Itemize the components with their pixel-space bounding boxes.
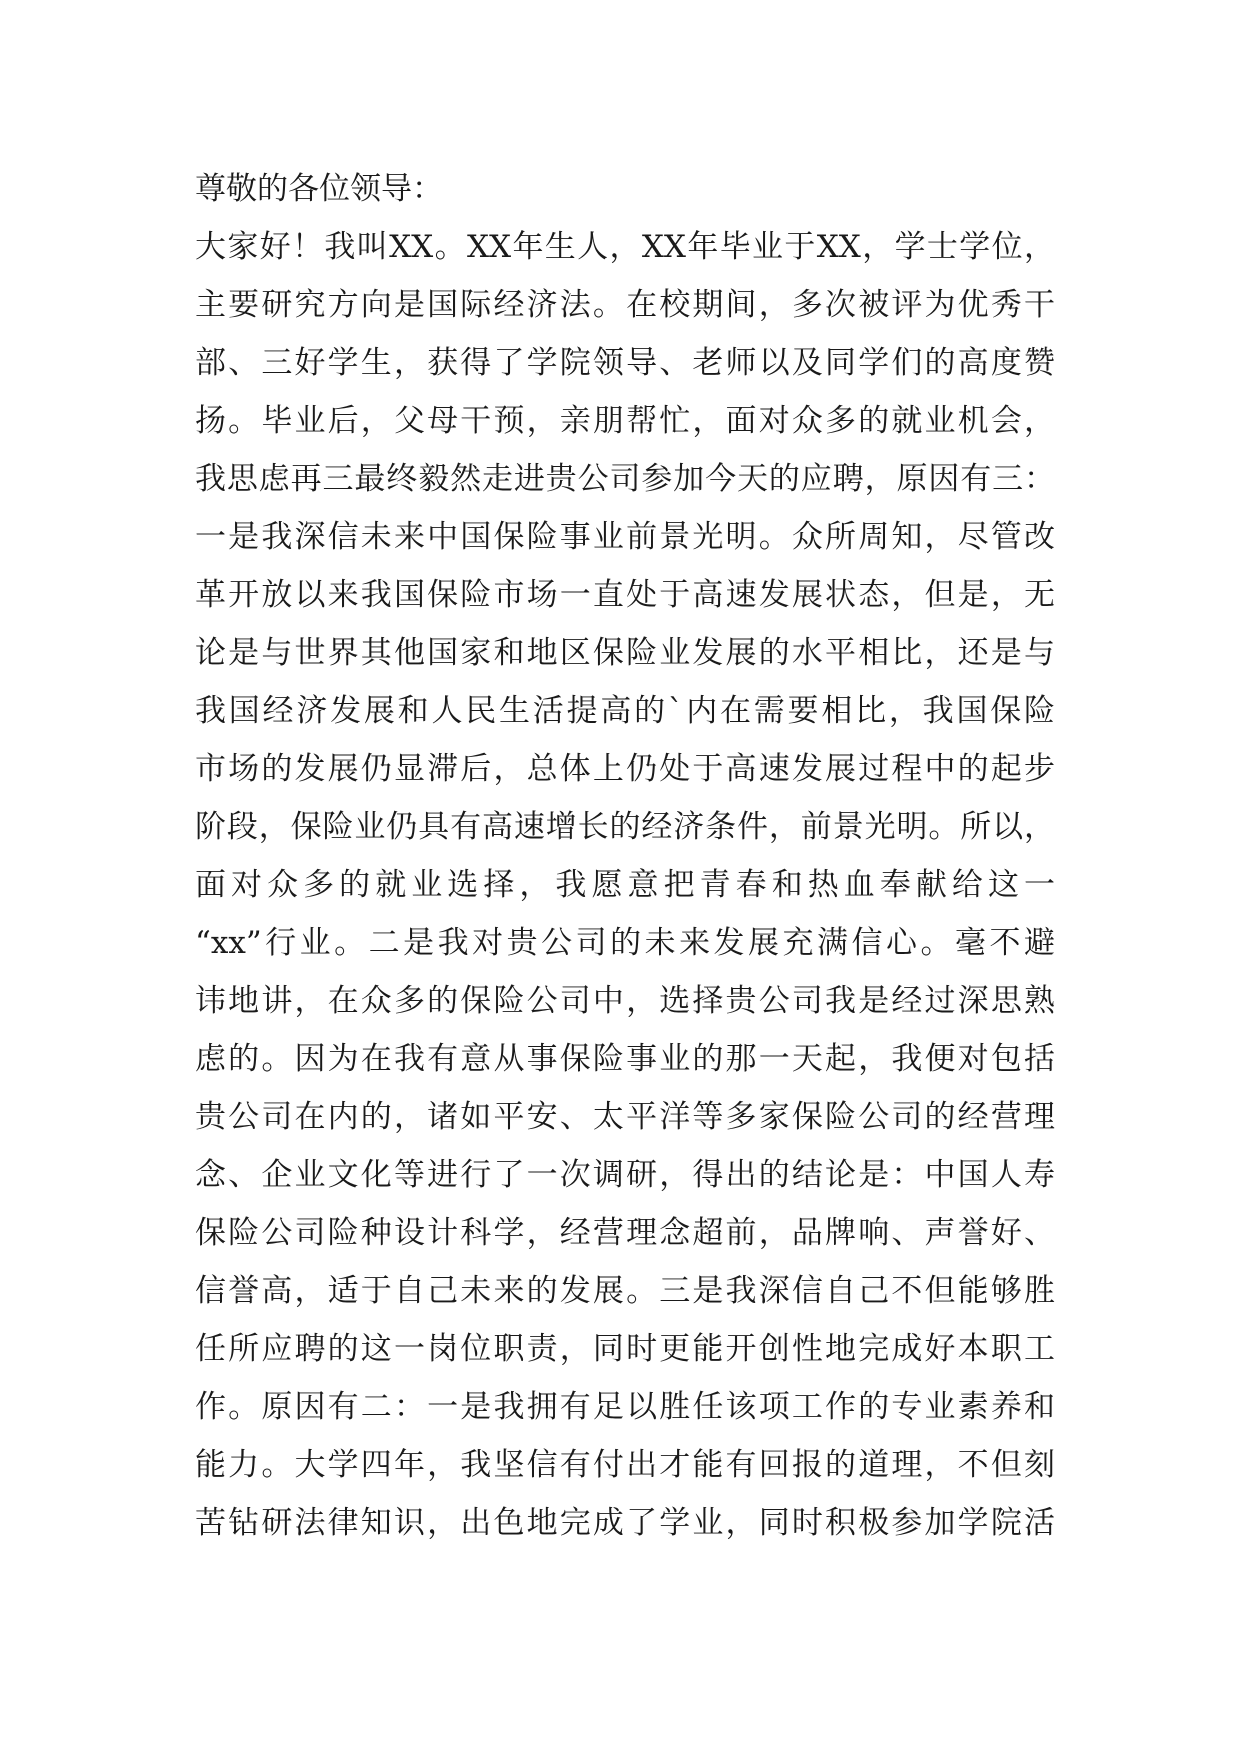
text-line: 面对众多的就业选择，我愿意把青春和热血奉献给这一 (195, 867, 1055, 903)
text-line: 苦钻研法律知识，出色地完成了学业，同时积极参加学院活 (195, 1505, 1055, 1541)
text-line: 讳地讲，在众多的保险公司中，选择贵公司我是经过深思熟 (195, 983, 1055, 1019)
text-line: “xx”行业。二是我对贵公司的未来发展充满信心。毫不避 (195, 925, 1055, 961)
text-line: 革开放以来我国保险市场一直处于高速发展状态，但是，无 (195, 577, 1055, 613)
text-line: 论是与世界其他国家和地区保险业发展的水平相比，还是与 (195, 635, 1055, 671)
text-line: 市场的发展仍显滞后，总体上仍处于高速发展过程中的起步 (195, 751, 1055, 787)
text-line: 阶段，保险业仍具有高速增长的经济条件，前景光明。所以， (195, 809, 1055, 845)
text-line: 主要研究方向是国际经济法。在校期间，多次被评为优秀干 (195, 287, 1055, 323)
letter-body (195, 160, 1055, 1552)
text-line: 虑的。因为在我有意从事保险事业的那一天起，我便对包括 (195, 1041, 1055, 1077)
text-line: 能力。大学四年，我坚信有付出才能有回报的道理，不但刻 (195, 1447, 1055, 1483)
text-line: 信誉高，适于自己未来的发展。三是我深信自己不但能够胜 (195, 1273, 1055, 1309)
text-line: 部、三好学生，获得了学院领导、老师以及同学们的高度赞 (195, 345, 1055, 381)
text-line: 贵公司在内的，诸如平安、太平洋等多家保险公司的经营理 (195, 1099, 1055, 1135)
text-line: 一是我深信未来中国保险事业前景光明。众所周知，尽管改 (195, 519, 1055, 555)
text-line: 保险公司险种设计科学，经营理念超前，品牌响、声誉好、 (195, 1215, 1055, 1251)
text-line: 扬。毕业后，父母干预，亲朋帮忙，面对众多的就业机会， (195, 403, 1055, 439)
text-line: 我思虑再三最终毅然走进贵公司参加今天的应聘，原因有三： (195, 461, 1055, 497)
text-line: 大家好！我叫XX。XX年生人，XX年毕业于XX，学士学位， (195, 229, 1055, 265)
text-line: 念、企业文化等进行了一次调研，得出的结论是：中国人寿 (195, 1157, 1055, 1193)
salutation-line: 尊敬的各位领导： (195, 171, 443, 207)
text-line: 作。原因有二：一是我拥有足以胜任该项工作的专业素养和 (195, 1389, 1055, 1425)
text-line: 任所应聘的这一岗位职责，同时更能开创性地完成好本职工 (195, 1331, 1055, 1367)
text-line: 我国经济发展和人民生活提高的`内在需要相比，我国保险 (195, 693, 1055, 729)
